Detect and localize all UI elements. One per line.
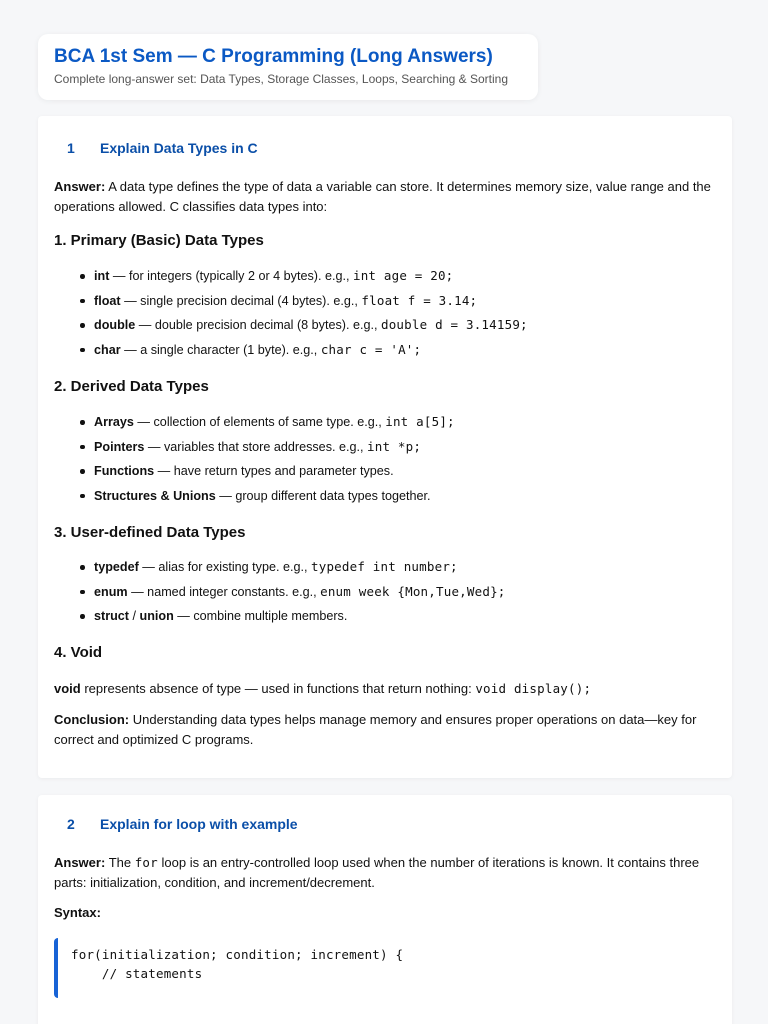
conclusion-label: Conclusion:: [54, 712, 130, 727]
page-subtitle: Complete long-answer set: Data Types, Storage Classes, Loops, Searching & Sorting: [54, 72, 509, 86]
list-item: char — a single character (1 byte). e.g., char c = 'A';: [94, 340, 528, 365]
question-number: 2: [67, 816, 75, 832]
list-item: int — for integers (typically 2 or 4 bytes). e.g., int age = 20;: [94, 266, 528, 291]
derived-types-list: [94, 412, 455, 510]
conclusion-paragraph: [54, 710, 718, 749]
code-line: for(initialization; condition; increment) {: [71, 947, 404, 962]
list-item: Pointers — variables that store addresses. e.g., int *p;: [94, 437, 455, 462]
question-number: 1: [67, 140, 75, 156]
question-title: Explain Data Types in C: [100, 140, 258, 156]
answer-paragraph: Answer: The for loop is an entry-controlled loop used when the number of iterations is known. It contains three parts: initialization, condition, and increment/decrement.: [54, 855, 700, 890]
page-header: [38, 34, 538, 100]
code-line: // statements: [71, 966, 203, 981]
answer-paragraph: [54, 177, 718, 216]
void-paragraph: void represents absence of type — used in functions that return nothing: void display();: [54, 681, 592, 696]
list-item: enum — named integer constants. e.g., enum week {Mon,Tue,Wed};: [94, 582, 506, 607]
list-item: Arrays — collection of elements of same type. e.g., int a[5];: [94, 412, 455, 437]
syntax-label: Syntax:: [54, 905, 101, 920]
answer-label: Answer:: [54, 855, 106, 870]
answer-label: Answer:: [54, 179, 106, 194]
user-defined-types-list: [94, 557, 506, 631]
answer-text: A data type defines the type of data a variable can store. It determines memory size, value range and the operations allowed. C classifies data types into:: [54, 179, 711, 214]
section-heading-derived: 2. Derived Data Types: [54, 378, 209, 395]
question-card-2: [38, 795, 732, 1024]
conclusion-text: Understanding data types helps manage memory and ensures proper operations on data—key for correct and optimized C programs.: [54, 712, 697, 747]
page-title: BCA 1st Sem — C Programming (Long Answers): [54, 46, 493, 67]
question-title: Explain for loop with example: [100, 816, 298, 832]
list-item: Structures & Unions — group different data types together.: [94, 486, 455, 511]
section-heading-void: 4. Void: [54, 644, 103, 661]
list-item: struct / union — combine multiple members.: [94, 606, 506, 631]
list-item: double — double precision decimal (8 bytes). e.g., double d = 3.14159;: [94, 315, 528, 340]
list-item: Functions — have return types and parameter types.: [94, 461, 455, 486]
primary-types-list: [94, 266, 528, 364]
question-card-1: [38, 116, 732, 778]
section-heading-user-defined: 3. User-defined Data Types: [54, 524, 246, 541]
code-block: [54, 938, 718, 998]
list-item: typedef — alias for existing type. e.g., typedef int number;: [94, 557, 506, 582]
section-heading-primary: 1. Primary (Basic) Data Types: [54, 232, 264, 249]
list-item: float — single precision decimal (4 bytes). e.g., float f = 3.14;: [94, 291, 528, 316]
